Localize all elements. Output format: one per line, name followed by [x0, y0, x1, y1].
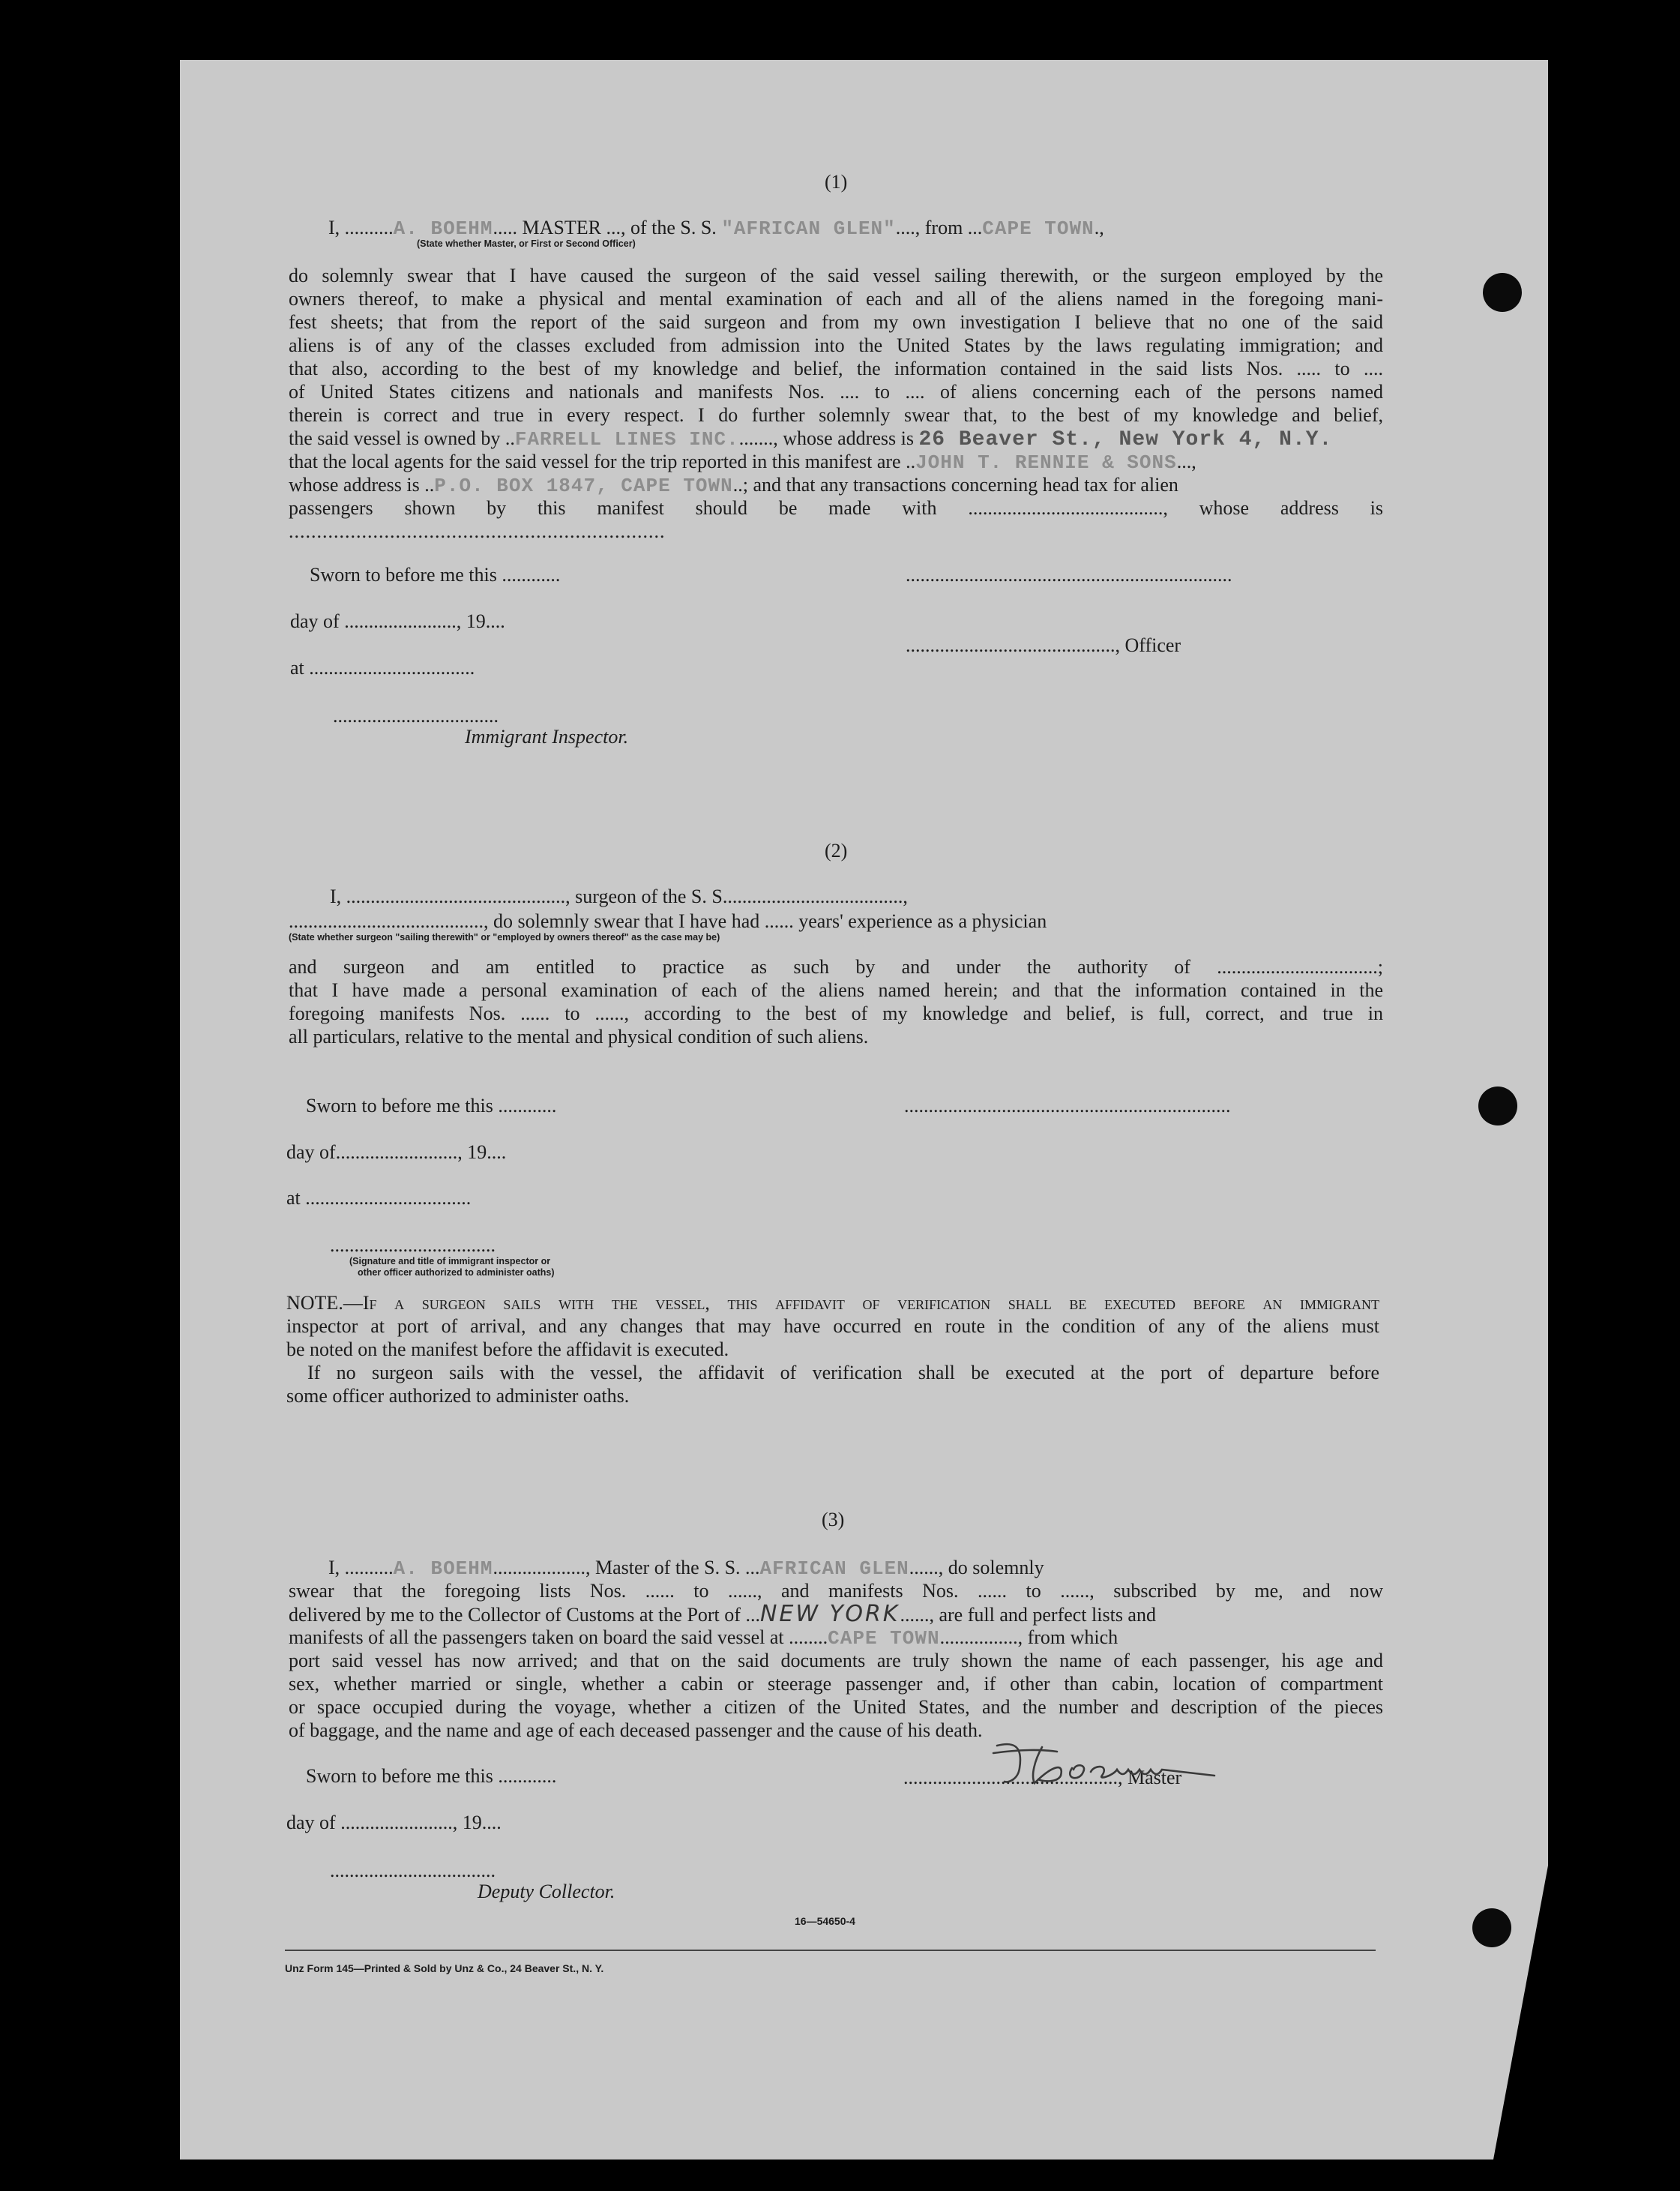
head-tax-line: passengers shown by this manifest should be made with ........................................, whose address is [289, 497, 1383, 519]
master-paragraph-line: sex, whether married or single, whether a cabin or steerage passenger and, if other than cabin, location of compartment [289, 1673, 1383, 1695]
experience-line: ........................................, do solemnly swear that I have had ...... years' experience as a physician [289, 910, 1047, 932]
vessel-name: AFRICAN GLEN [759, 1557, 909, 1580]
oath-paragraph-line: do solemnly swear that I have caused the surgeon of the said vessel sailing therewith, or the surgeon employed by the [289, 265, 1383, 286]
agents-line: that the local agents for the said vessel for the trip reported in this manifest are ..JOHN T. RENNIE & SONS..., [289, 451, 1196, 474]
vessel-name: "AFRICAN GLEN" [721, 217, 896, 240]
signature-line: ................................................................... [904, 1095, 1231, 1116]
agents-name: JOHN T. RENNIE & SONS [915, 451, 1177, 474]
owner-line: the said vessel is owned by ..FARRELL LINES INC........, whose address is 26 Beaver St., New York 4, N.Y. [289, 427, 1333, 451]
at-line: at .................................. [290, 657, 475, 679]
agents-address: P.O. BOX 1847, CAPE TOWN [434, 475, 733, 497]
note-paragraph-line: be noted on the manifest before the affidavit is executed. [286, 1338, 729, 1360]
lists-line: swear that the foregoing lists Nos. ...... to ......, and manifests Nos. ...... to ......, subscribed by me, and now [289, 1580, 1383, 1602]
arrival-port: NEW YORK [759, 1601, 900, 1627]
day-of-line: day of ......................., 19.... [290, 610, 505, 632]
master-signature-line: ............................................, Master [903, 1767, 1182, 1788]
oath-paragraph-line: of United States citizens and nationals and manifests Nos. .... to .... of aliens concerning each of the persons named [289, 381, 1383, 403]
sworn-label: Sworn to before me this ............ [310, 564, 561, 586]
section-3-number: (3) [822, 1509, 845, 1530]
note-paragraph-line: If no surgeon sails with the vessel, the affidavit of verification shall be executed at the port of departure before [307, 1362, 1379, 1383]
day-of-line: day of........................., 19.... [286, 1141, 507, 1163]
surgeon-paragraph-line: and surgeon and am entitled to practice as such by and under the authority of .................................; [289, 956, 1383, 978]
note-paragraph-line: some officer authorized to administer oaths. [286, 1385, 630, 1407]
surgeon-paragraph-line: foregoing manifests Nos. ...... to ......, according to the best of my knowledge and belief, is full, correct, and true in [289, 1003, 1383, 1024]
official-signature-line: .................................. [330, 1234, 496, 1256]
surgeon-line: I, ............................................., surgeon of the S. S....................................., [330, 886, 908, 907]
oath-paragraph-line: fest sheets; that from the report of the said surgeon and from my own investigation I believe that no one of the said [289, 311, 1383, 333]
form-code: 16—54650-4 [795, 1915, 855, 1927]
collector-signature-line: .................................. [330, 1860, 496, 1881]
departure-port: CAPE TOWN [982, 217, 1095, 240]
punch-hole [1478, 1087, 1517, 1125]
sworn-label: Sworn to before me this ............ [306, 1095, 557, 1116]
footer-rule [285, 1950, 1376, 1951]
signature-note: (Signature and title of immigrant inspector or [349, 1256, 551, 1266]
oath-paragraph-line: therein is correct and true in every respect. I do further solemnly swear that, to the best of my knowledge and belief, [289, 404, 1383, 426]
oath-paragraph-line: owners thereof, to make a physical and mental examination of each and all of the aliens named in the foregoing mani- [289, 288, 1383, 310]
master-paragraph-line: or space occupied during the voyage, whether a citizen of the United States, and the number and description of the pieces [289, 1696, 1383, 1718]
master-paragraph-line: of baggage, and the name and age of each deceased passenger and the cause of his death. [289, 1719, 983, 1741]
dotted-line: ................................................................... [289, 520, 666, 542]
section-1-first-line: I, ..........A. BOEHM..... MASTER ..., of the S. S. "AFRICAN GLEN"...., from ...CAPE TOWN., [328, 217, 1104, 240]
port-line: delivered by me to the Collector of Customs at the Port of ...NEW YORK......, are full and perfect lists and [289, 1601, 1156, 1627]
punch-hole [1472, 1908, 1511, 1947]
departure-port: CAPE TOWN [828, 1627, 940, 1650]
owner-address: 26 Beaver St., New York 4, N.Y. [918, 428, 1333, 451]
departure-line: manifests of all the passengers taken on board the said vessel at ........CAPE TOWN................, from which [289, 1626, 1119, 1650]
sworn-label: Sworn to before me this ............ [306, 1765, 557, 1787]
agents-address-line: whose address is ..P.O. BOX 1847, CAPE TOWN..; and that any transactions concerning head tax for alien [289, 474, 1178, 497]
day-of-line: day of ......................., 19.... [286, 1812, 502, 1833]
immigrant-inspector-label: Immigrant Inspector. [465, 726, 629, 748]
note-paragraph-line: inspector at port of arrival, and any changes that may have occurred en route in the condition of any of the aliens must [286, 1315, 1379, 1337]
printer-footer: Unz Form 145—Printed & Sold by Unz & Co., 24 Beaver St., N. Y. [285, 1962, 604, 1974]
surgeon-paragraph-line: all particulars, relative to the mental and physical condition of such aliens. [289, 1026, 869, 1048]
master-paragraph-line: port said vessel has now arrived; and that on the said documents are truly shown the name of each passenger, his age and [289, 1650, 1383, 1671]
signature-line: ................................................................... [906, 564, 1232, 586]
section-1-number: (1) [825, 171, 848, 193]
officer-note: (State whether Master, or First or Second Officer) [417, 238, 636, 249]
master-name: A. BOEHM [393, 1557, 493, 1580]
owner-name: FARRELL LINES INC. [514, 428, 739, 451]
oath-paragraph-line: aliens is of any of the classes excluded from admission into the United States by the laws regulating immigration; and [289, 334, 1383, 356]
surgeon-note: (State whether surgeon "sailing therewith" or "employed by owners thereof" as the case may be) [289, 932, 720, 943]
deputy-collector-label: Deputy Collector. [478, 1881, 615, 1902]
master-line: I, ..........A. BOEHM..................., Master of the S. S. ...AFRICAN GLEN......, do solemnly [328, 1557, 1044, 1580]
signature-note: other officer authorized to administer oaths) [358, 1267, 555, 1278]
master-signature [990, 1738, 1237, 1791]
surgeon-paragraph-line: that I have made a personal examination of each of the aliens named herein; and that the information contained in the [289, 979, 1383, 1001]
officer-line: ..........................................., Officer [906, 634, 1181, 656]
inspector-signature-line: .................................. [333, 705, 499, 727]
oath-paragraph-line: that also, according to the best of my knowledge and belief, the information contained in the said lists Nos. ..... to .... [289, 358, 1383, 379]
punch-hole [1483, 273, 1522, 312]
note-paragraph-line: NOTE.—If a surgeon sails with the vessel, this affidavit of verification shall be executed before an immigrant [286, 1292, 1379, 1314]
at-line: at .................................. [286, 1187, 472, 1209]
master-name: A. BOEHM [393, 217, 493, 240]
section-2-number: (2) [825, 840, 848, 862]
